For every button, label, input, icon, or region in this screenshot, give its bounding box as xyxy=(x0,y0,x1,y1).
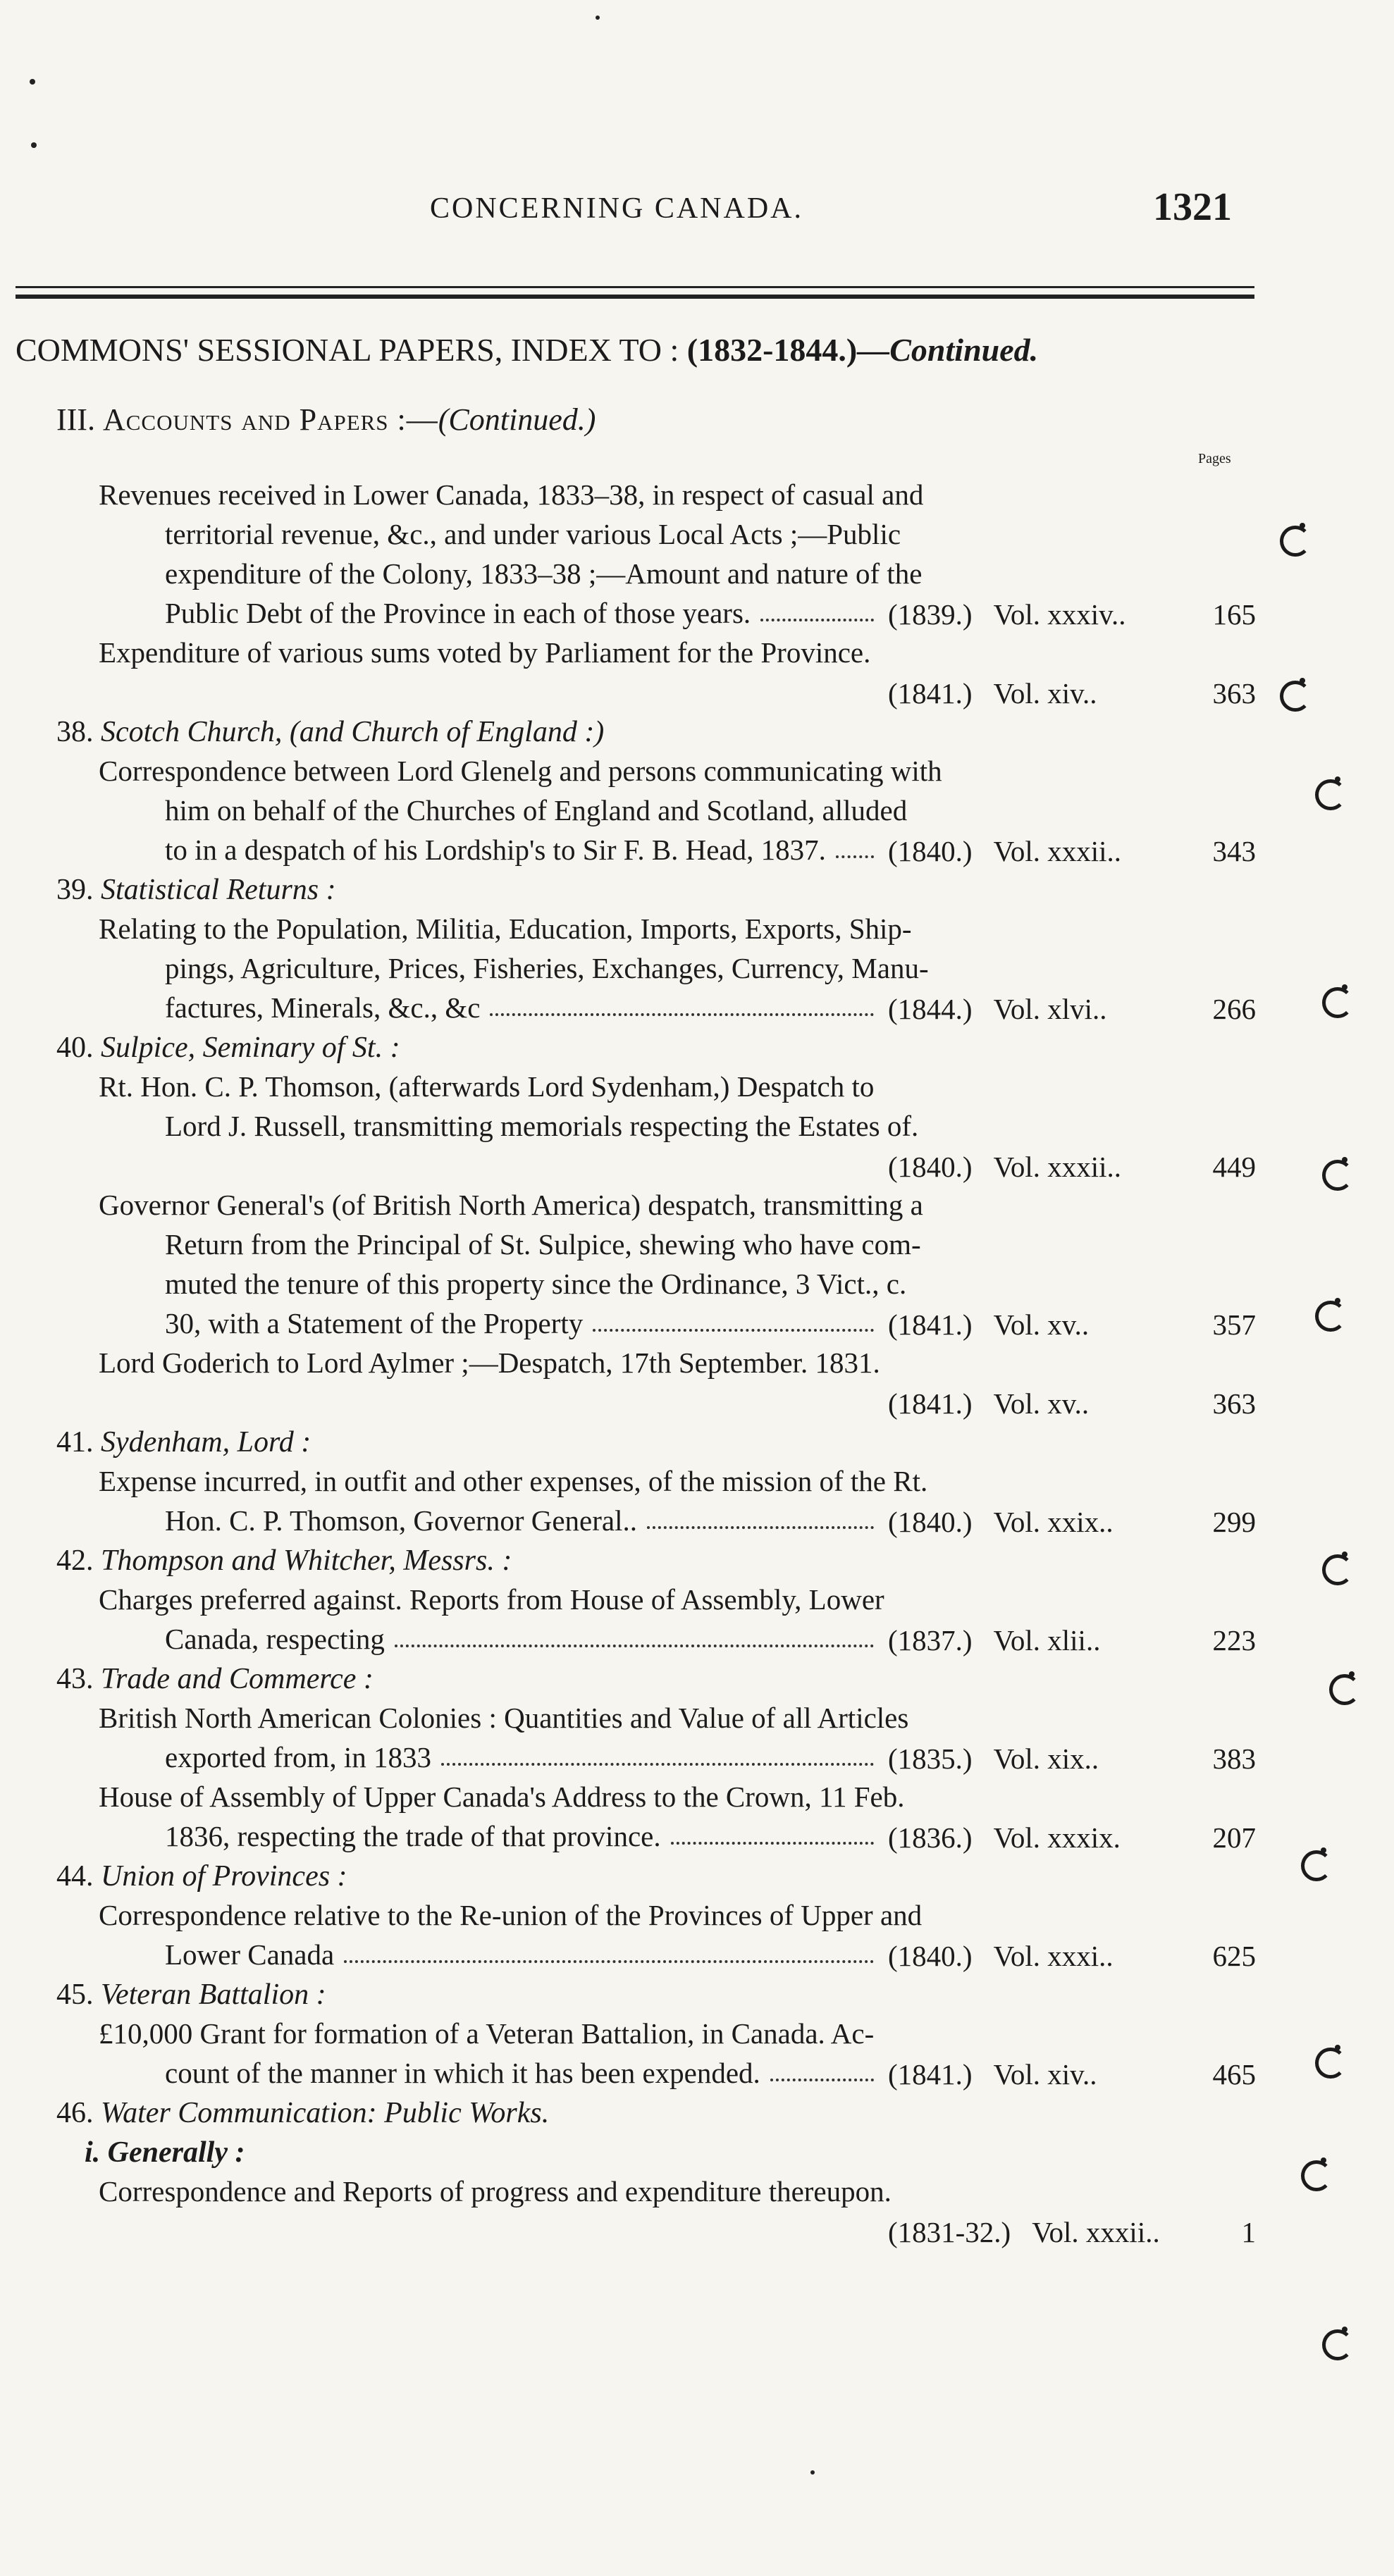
entry-text-line: factures, Minerals, &c., &c xyxy=(165,991,481,1024)
ink-speck xyxy=(30,79,35,85)
section-title: Accounts and Papers :— xyxy=(102,402,438,437)
volume-ref: Vol. xiv.. xyxy=(993,2058,1097,2091)
heading-title: Sulpice, Seminary of St. : xyxy=(101,1032,400,1064)
page-ref: 449 xyxy=(1212,1151,1256,1183)
volume-ref: Vol. xiv.. xyxy=(993,677,1097,710)
entry-text-line: Correspondence between Lord Glenelg and persons communicating with xyxy=(99,755,942,787)
entry-reference xyxy=(888,992,1107,1026)
entry-heading xyxy=(56,1426,311,1459)
page-number: 1321 xyxy=(1153,185,1232,229)
running-head xyxy=(0,185,1394,234)
entry-heading xyxy=(56,1663,374,1695)
entry-text-line: expenditure of the Colony, 1833–38 ;—Amount and nature of the xyxy=(165,557,923,590)
session-year: (1837.) xyxy=(888,1624,973,1657)
volume-ref: Vol. xv.. xyxy=(993,1387,1090,1420)
entry-reference xyxy=(888,1742,1099,1776)
heading-number: 44. xyxy=(56,1860,101,1893)
entry-text-line: Public Debt of the Province in each of those years. xyxy=(165,597,751,629)
index-heading-years: (1832-1844.) xyxy=(686,332,858,368)
margin-mark xyxy=(1297,2156,1339,2198)
dot-leader xyxy=(441,1763,874,1766)
entry-reference xyxy=(888,1387,1089,1420)
entry-text-line: to in a despatch of his Lordship's to Sir F. B. Head, 1837. xyxy=(165,834,826,866)
heading-title: Thompson and Whitcher, Messrs. : xyxy=(101,1544,512,1577)
session-year: (1836.) xyxy=(888,1821,973,1854)
heading-number: 40. xyxy=(56,1032,101,1064)
session-year: (1835.) xyxy=(888,1742,973,1775)
session-year: (1839.) xyxy=(888,598,973,631)
dot-leader xyxy=(760,619,874,621)
page-ref: 363 xyxy=(1212,677,1256,710)
heading-number: 46. xyxy=(56,2097,101,2129)
page-ref: 357 xyxy=(1212,1308,1256,1341)
volume-ref: Vol. xix.. xyxy=(993,1742,1099,1775)
section-numeral: III. xyxy=(56,402,95,437)
page-ref: 383 xyxy=(1212,1742,1256,1775)
entry-text-line: Governor General's (of British North America) despatch, transmitting a xyxy=(99,1189,923,1221)
entry-reference xyxy=(888,1505,1114,1539)
session-year: (1831-32.) xyxy=(888,2216,1011,2248)
heading-number: 45. xyxy=(56,1979,101,2011)
entry-text-line: Lord Goderich to Lord Aylmer ;—Despatch, 17th September. 1831. xyxy=(99,1346,880,1379)
entry-text-line: muted the tenure of this property since the Ordinance, 3 Vict., c. xyxy=(165,1268,907,1300)
session-year: (1841.) xyxy=(888,677,973,710)
heading-title: Union of Provinces : xyxy=(101,1860,347,1893)
index-heading-continued: —Continued. xyxy=(857,332,1039,368)
entry-reference xyxy=(888,1623,1100,1657)
heading-title: Scotch Church, (and Church of England :) xyxy=(101,716,605,748)
entry-text-line: territorial revenue, &c., and under various Local Acts ;—Public xyxy=(165,518,901,550)
heading-title: Water Communication: Public Works. xyxy=(101,2097,550,2129)
entry-text-line: Relating to the Population, Militia, Education, Imports, Exports, Ship- xyxy=(99,912,912,945)
entry-heading xyxy=(56,1979,326,2011)
heading-number: 42. xyxy=(56,1544,101,1577)
volume-ref: Vol. xxxii.. xyxy=(1032,2216,1160,2248)
entry-text-line: Return from the Principal of St. Sulpice, shewing who have com- xyxy=(165,1228,921,1261)
entry-heading xyxy=(56,874,336,906)
header-rule-thin xyxy=(16,286,1254,288)
section-continued: (Continued.) xyxy=(438,402,596,437)
entry-text-line: House of Assembly of Upper Canada's Address to the Crown, 11 Feb. xyxy=(99,1781,905,1813)
entry-text-line: Expense incurred, in outfit and other expenses, of the mission of the Rt. xyxy=(99,1465,928,1497)
margin-mark xyxy=(1318,1156,1360,1198)
session-year: (1841.) xyxy=(888,1308,973,1341)
entry-heading xyxy=(56,716,604,748)
volume-ref: Vol. xxxi.. xyxy=(993,1940,1114,1972)
page-ref: 266 xyxy=(1212,993,1256,1025)
session-year: (1841.) xyxy=(888,2058,973,2091)
heading-number: 38. xyxy=(56,716,101,748)
ink-speck xyxy=(31,142,37,148)
header-rule-thick xyxy=(16,295,1254,299)
dot-leader xyxy=(836,855,874,858)
heading-number: 41. xyxy=(56,1426,101,1459)
heading-number: 43. xyxy=(56,1663,101,1695)
session-year: (1840.) xyxy=(888,835,973,867)
entry-text-line: count of the manner in which it has been expended. xyxy=(165,2057,760,2089)
entry-text-line: Canada, respecting xyxy=(165,1623,385,1655)
entry-text-line: £10,000 Grant for formation of a Veteran Battalion, in Canada. Ac- xyxy=(99,2017,875,2050)
sub-heading: i. Generally : xyxy=(85,2136,245,2169)
dot-leader xyxy=(344,1960,874,1963)
page-ref: 625 xyxy=(1212,1940,1256,1972)
heading-title: Veteran Battalion : xyxy=(101,1979,326,2011)
entry-text-line: 30, with a Statement of the Property xyxy=(165,1307,584,1339)
page-ref: 363 xyxy=(1212,1387,1256,1420)
page-ref: 343 xyxy=(1212,835,1256,867)
session-year: (1840.) xyxy=(888,1151,973,1183)
ink-speck xyxy=(596,16,600,20)
entry-text-line: pings, Agriculture, Prices, Fisheries, Exchanges, Currency, Manu- xyxy=(165,952,929,984)
entry-reference xyxy=(888,2215,1160,2249)
entry-text-line: British North American Colonies : Quantities and Value of all Articles xyxy=(99,1702,909,1734)
page-ref: 165 xyxy=(1212,598,1256,631)
entry-heading xyxy=(56,1544,512,1577)
margin-mark xyxy=(1311,775,1353,817)
entry-text-line: 1836, respecting the trade of that province. xyxy=(165,1820,661,1852)
heading-title: Statistical Returns : xyxy=(101,874,336,906)
session-year: (1840.) xyxy=(888,1940,973,1972)
entry-text-line: Lord J. Russell, transmitting memorials respecting the Estates of. xyxy=(165,1110,919,1142)
heading-title: Trade and Commerce : xyxy=(101,1663,374,1695)
entry-text-line: Correspondence and Reports of progress and expenditure thereupon. xyxy=(99,2175,892,2207)
running-title: CONCERNING CANADA. xyxy=(430,192,804,225)
page-ref: 1 xyxy=(1241,2216,1256,2248)
page-ref: 223 xyxy=(1212,1624,1256,1657)
dot-leader xyxy=(490,1013,874,1016)
entry-text-line: Charges preferred against. Reports from House of Assembly, Lower xyxy=(99,1583,884,1616)
session-year: (1844.) xyxy=(888,993,973,1025)
session-year: (1841.) xyxy=(888,1387,973,1420)
entry-reference xyxy=(888,1939,1114,1973)
session-year: (1840.) xyxy=(888,1506,973,1538)
pages-column-label: Pages xyxy=(1198,451,1231,466)
entry-text-line: Revenues received in Lower Canada, 1833–38, in respect of casual and xyxy=(99,478,924,511)
volume-ref: Vol. xxxiv.. xyxy=(993,598,1126,631)
dot-leader xyxy=(770,2079,874,2081)
volume-ref: Vol. xxxii.. xyxy=(993,835,1122,867)
entry-heading xyxy=(56,2097,549,2129)
dot-leader xyxy=(395,1645,874,1647)
heading-title: Sydenham, Lord : xyxy=(101,1426,312,1459)
margin-mark xyxy=(1318,1550,1360,1592)
dot-leader xyxy=(671,1842,874,1845)
entry-text-line: exported from, in 1833 xyxy=(165,1741,432,1773)
entry-reference xyxy=(888,1150,1121,1184)
entry-reference xyxy=(888,834,1121,868)
margin-mark xyxy=(1325,1670,1367,1712)
margin-mark xyxy=(1318,2325,1360,2367)
margin-mark xyxy=(1276,521,1318,564)
page-ref: 299 xyxy=(1212,1506,1256,1538)
entry-reference xyxy=(888,2057,1097,2091)
volume-ref: Vol. xlii.. xyxy=(993,1624,1101,1657)
volume-ref: Vol. xlvi.. xyxy=(993,993,1107,1025)
volume-ref: Vol. xv.. xyxy=(993,1308,1090,1341)
entry-text-line: Lower Canada xyxy=(165,1938,335,1971)
entry-heading xyxy=(56,1032,400,1064)
dot-leader xyxy=(593,1329,874,1332)
dot-leader xyxy=(647,1526,874,1529)
margin-mark xyxy=(1311,1296,1353,1339)
entry-reference xyxy=(888,1821,1121,1854)
page-ref: 465 xyxy=(1212,2058,1256,2091)
entry-heading xyxy=(56,1860,347,1893)
volume-ref: Vol. xxix.. xyxy=(993,1506,1114,1538)
index-heading-main: COMMONS' SESSIONAL PAPERS, INDEX TO : xyxy=(16,332,679,368)
entry-text-line: Hon. C. P. Thomson, Governor General.. xyxy=(165,1504,637,1537)
margin-mark xyxy=(1276,676,1318,719)
entry-text-line: Expenditure of various sums voted by Parliament for the Province. xyxy=(99,636,871,669)
section-heading xyxy=(56,402,596,438)
volume-ref: Vol. xxxix. xyxy=(993,1821,1121,1854)
entry-reference xyxy=(888,676,1097,710)
entry-text-line: him on behalf of the Churches of England and Scotland, alluded xyxy=(165,794,908,826)
margin-mark xyxy=(1318,983,1360,1025)
index-heading xyxy=(16,331,1256,369)
entry-text-line: Rt. Hon. C. P. Thomson, (afterwards Lord Sydenham,) Despatch to xyxy=(99,1070,875,1103)
entry-text-line: Correspondence relative to the Re-union of the Provinces of Upper and xyxy=(99,1899,923,1931)
ink-speck xyxy=(810,2470,815,2475)
volume-ref: Vol. xxxii.. xyxy=(993,1151,1122,1183)
margin-mark xyxy=(1311,2043,1353,2086)
heading-number: 39. xyxy=(56,874,101,906)
entry-reference xyxy=(888,597,1126,631)
margin-mark xyxy=(1297,1846,1339,1888)
page-ref: 207 xyxy=(1212,1821,1256,1854)
entry-reference xyxy=(888,1308,1089,1342)
